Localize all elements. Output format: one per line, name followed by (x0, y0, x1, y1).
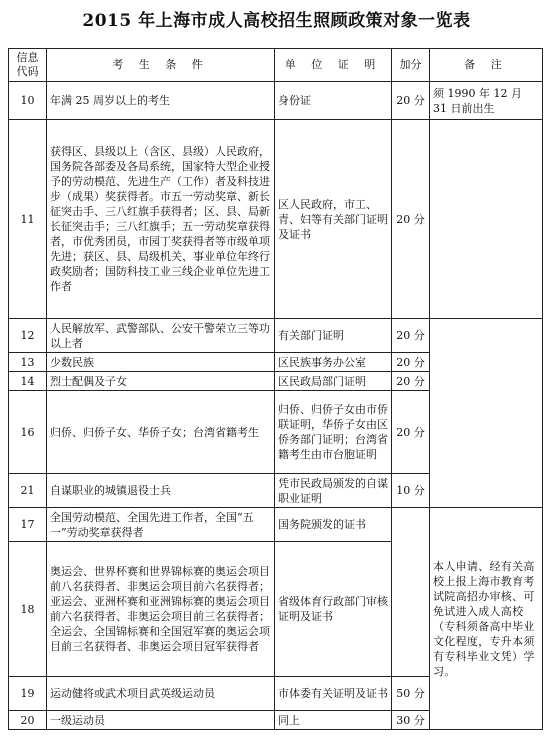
table-row (9, 319, 543, 353)
row-code: 21 (9, 474, 47, 508)
row-code: 18 (9, 542, 47, 677)
row-points: 20 分 (392, 372, 430, 391)
header-points: 加分 (392, 49, 430, 82)
row-points: 20 分 (392, 82, 430, 120)
table-row (9, 82, 543, 120)
row-points: 10 分 (392, 474, 430, 508)
row-condition: 人民解放军、武警部队、公安干警荣立三等功以上者 (47, 319, 275, 353)
row-code: 20 (9, 711, 47, 730)
row-points: 20 分 (392, 120, 430, 319)
row-proof: 市体委有关证明及证书 (275, 677, 392, 711)
row-proof: 省级体育行政部门审核证明及证书 (275, 542, 392, 677)
row-proof: 区民族事务办公室 (275, 353, 392, 372)
header-code: 信息代码 (9, 49, 47, 82)
row-condition: 少数民族 (47, 353, 275, 372)
row-condition: 运动健将或武术项目武英级运动员 (47, 677, 275, 711)
row-condition: 年满 25 周岁以上的考生 (47, 82, 275, 120)
row-code: 19 (9, 677, 47, 711)
row-code: 10 (9, 82, 47, 120)
row-remark (430, 319, 543, 508)
row-condition: 获得区、县级以上（含区、县级）人民政府，国务院各部委及各局系统，国家特大型企业授予的劳动模范、先进生产（工作）者及科技进步（成果）奖获得者。市五一劳动奖章、新长征突击手、三八红旗手获得者；区、县、局新长征突击手；三八红旗手；五一劳动奖章获得者，市优秀团员，市园丁奖获得者等市级单项先进；获区、县、局级机关、事业单位年终行政奖励者；国防科技工业三线企业单位先进工作者 (47, 120, 275, 319)
row-proof: 区人民政府，市工、青、妇等有关部门证明及证书 (275, 120, 392, 319)
row-proof: 区民政局部门证明 (275, 372, 392, 391)
row-code: 16 (9, 391, 47, 474)
row-code: 14 (9, 372, 47, 391)
table-row (9, 120, 543, 319)
row-proof: 凭市民政局颁发的自谋职业证明 (275, 474, 392, 508)
policy-table (8, 48, 543, 730)
table-header-row (9, 49, 543, 82)
row-condition: 烈士配偶及子女 (47, 372, 275, 391)
row-condition: 一级运动员 (47, 711, 275, 730)
row-points (392, 508, 430, 677)
row-points: 20 分 (392, 319, 430, 353)
row-points: 20 分 (392, 391, 430, 474)
row-condition: 奥运会、世界杯赛和世界锦标赛的奥运会项目前八名获得者、非奥运会项目前六名获得者；亚运会、亚洲杯赛和亚洲锦标赛的奥运会项目前六名获得者、非奥运会项目前三名获得者；全运会、全国锦标赛和全国冠军赛的奥运会项目前三名获得者、非奥运会项目冠军获得者 (47, 542, 275, 677)
row-points: 20 分 (392, 353, 430, 372)
row-code: 13 (9, 353, 47, 372)
row-code: 12 (9, 319, 47, 353)
row-remark: 须 1990 年 12 月 31 日前出生 (430, 82, 543, 120)
row-proof: 归侨、归侨子女由市侨联证明，华侨子女由区侨务部门证明；台湾省籍考生由市台胞证明 (275, 391, 392, 474)
row-points: 50 分 (392, 677, 430, 711)
header-proof: 单 位 证 明 (275, 49, 392, 82)
table-row (9, 508, 543, 542)
row-proof: 国务院颁发的证书 (275, 508, 392, 542)
header-condition: 考 生 条 件 (47, 49, 275, 82)
row-proof: 同上 (275, 711, 392, 730)
row-code: 17 (9, 508, 47, 542)
row-points: 30 分 (392, 711, 430, 730)
row-remark (430, 120, 543, 319)
header-remark: 备 注 (430, 49, 543, 82)
row-condition: 归侨、归侨子女、华侨子女；台湾省籍考生 (47, 391, 275, 474)
row-remark: 本人申请、经有关高校上报上海市教育考试院高招办审核、可免试进入成人高校（专科须备高中毕业文化程度，专升本须有专科毕业文凭）学习。 (430, 508, 543, 730)
row-condition: 全国劳动模范、全国先进工作者，全国“五一”劳动奖章获得者 (47, 508, 275, 542)
row-code: 11 (9, 120, 47, 319)
row-condition: 自谋职业的城镇退役士兵 (47, 474, 275, 508)
row-proof: 身份证 (275, 82, 392, 120)
page-title: 2015 年上海市成人高校招生照顾政策对象一览表 (82, 11, 471, 31)
row-proof: 有关部门证明 (275, 319, 392, 353)
